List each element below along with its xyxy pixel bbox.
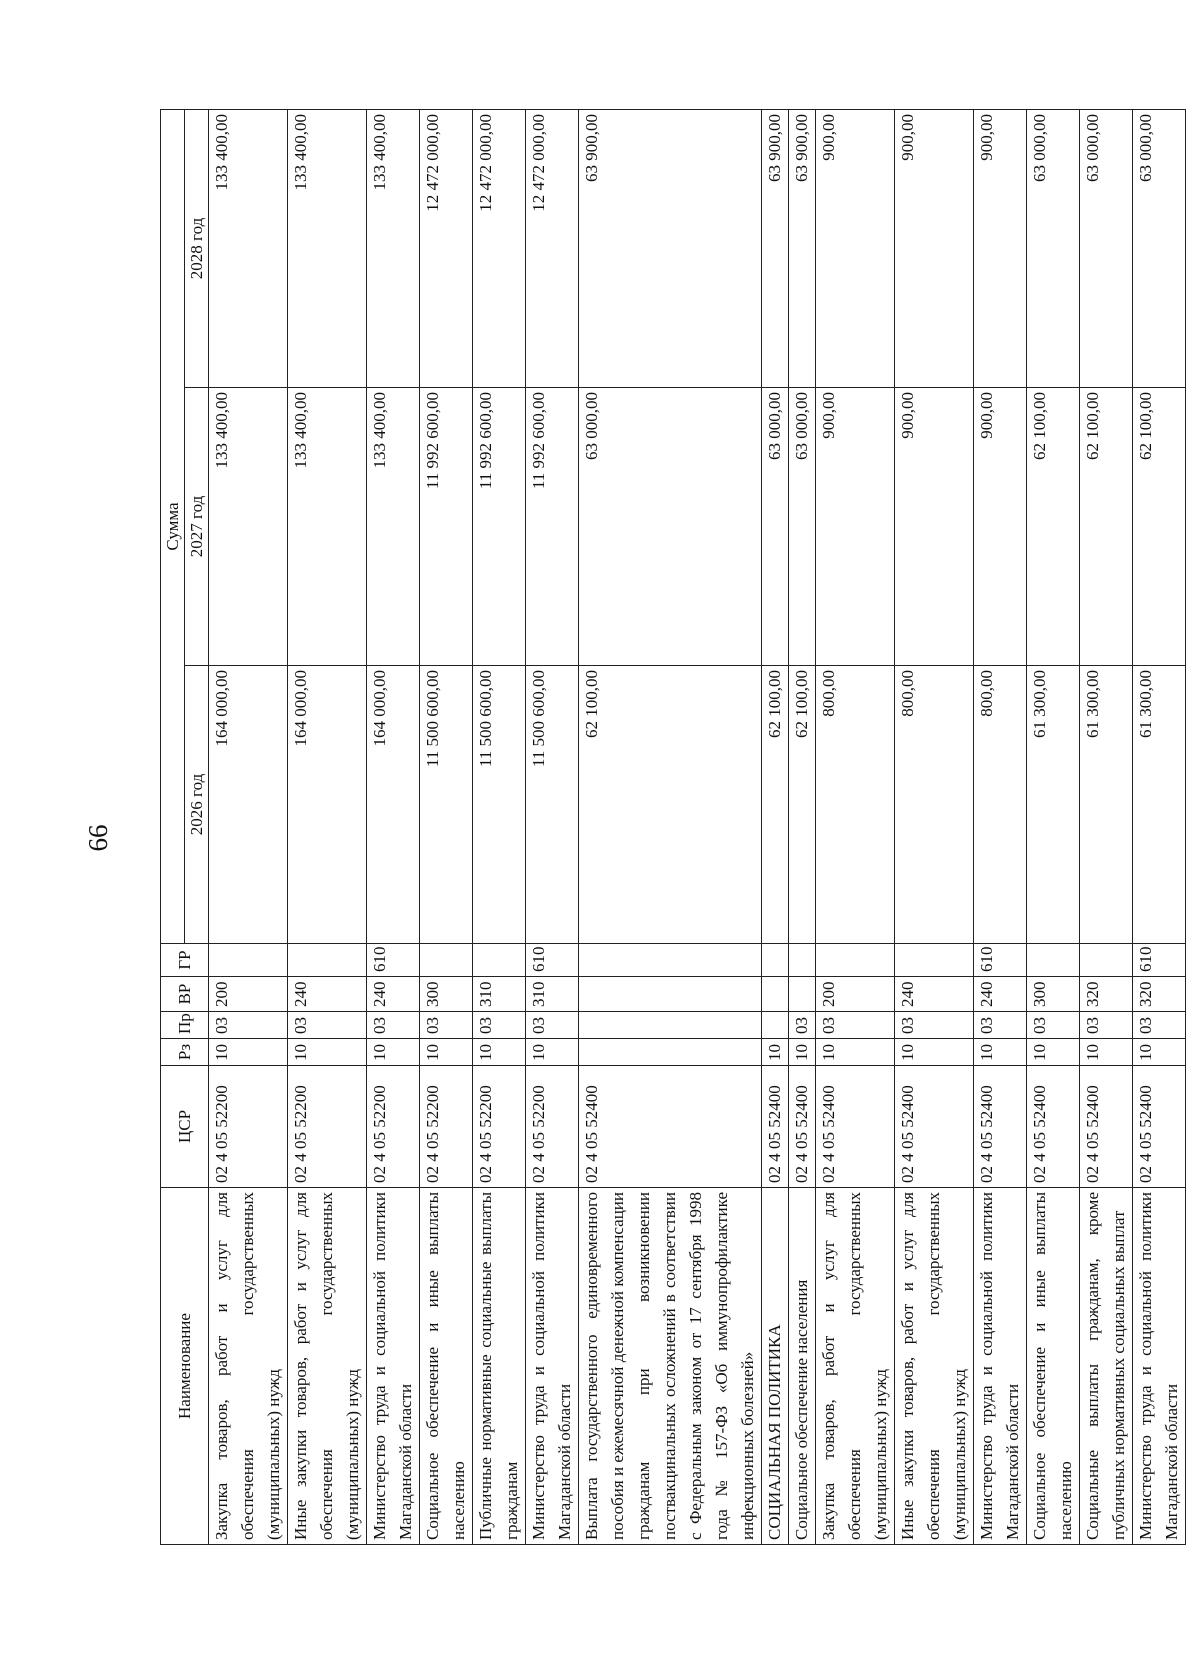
row-2028: 63 900,00 xyxy=(579,110,762,388)
table-row xyxy=(209,110,288,1545)
row-2026: 61 300,00 xyxy=(1133,666,1186,944)
table-body xyxy=(209,110,1186,1545)
row-2026: 164 000,00 xyxy=(367,666,420,944)
row-name: Социальное обеспечение и иные выплаты населению xyxy=(1027,1188,1080,1545)
table-row xyxy=(1133,110,1186,1545)
row-csr: 02 4 05 52200 xyxy=(526,1066,579,1188)
row-rz: 10 xyxy=(1133,1039,1186,1066)
header-2028: 2028 год xyxy=(185,110,209,388)
row-2026: 62 100,00 xyxy=(762,666,789,944)
header-csr: ЦСР xyxy=(161,1066,209,1188)
row-rz: 10 xyxy=(974,1039,1027,1066)
row-name: Министерство труда и социальной политики Магаданской области xyxy=(974,1188,1027,1545)
row-gr xyxy=(1080,944,1133,977)
row-2026: 62 100,00 xyxy=(579,666,762,944)
row-pr: 03 xyxy=(789,1012,816,1039)
row-csr: 02 4 05 52400 xyxy=(579,1066,762,1188)
row-name: Закупка товаров, работ и услуг для обеспечения государственных (муниципальных) нужд xyxy=(209,1188,288,1545)
row-vr: 240 xyxy=(288,977,367,1012)
row-gr: 610 xyxy=(974,944,1027,977)
row-vr xyxy=(579,977,762,1012)
row-csr: 02 4 05 52400 xyxy=(974,1066,1027,1188)
rotated-table-container xyxy=(160,110,1181,1545)
row-pr: 03 xyxy=(816,1012,895,1039)
row-pr xyxy=(762,1012,789,1039)
row-2027: 900,00 xyxy=(816,388,895,666)
row-pr: 03 xyxy=(974,1012,1027,1039)
row-pr: 03 xyxy=(895,1012,974,1039)
row-name: Иные закупки товаров, работ и услуг для обеспечения государственных (муниципальных) нужд xyxy=(288,1188,367,1545)
row-2027: 11 992 600,00 xyxy=(420,388,473,666)
row-2028: 900,00 xyxy=(895,110,974,388)
row-vr xyxy=(762,977,789,1012)
table-row xyxy=(789,110,816,1545)
budget-table xyxy=(160,109,1186,1545)
row-2026: 11 500 600,00 xyxy=(473,666,526,944)
row-csr: 02 4 05 52400 xyxy=(1133,1066,1186,1188)
table-row xyxy=(579,110,762,1545)
row-gr: 610 xyxy=(526,944,579,977)
table-row xyxy=(974,110,1027,1545)
row-2028: 12 472 000,00 xyxy=(420,110,473,388)
row-gr xyxy=(209,944,288,977)
row-2028: 12 472 000,00 xyxy=(526,110,579,388)
row-pr: 03 xyxy=(367,1012,420,1039)
row-2027: 133 400,00 xyxy=(288,388,367,666)
row-vr: 240 xyxy=(367,977,420,1012)
header-name: Наименование xyxy=(161,1188,209,1545)
row-2027: 133 400,00 xyxy=(367,388,420,666)
row-vr: 320 xyxy=(1133,977,1186,1012)
row-2028: 133 400,00 xyxy=(209,110,288,388)
row-pr: 03 xyxy=(209,1012,288,1039)
row-2027: 11 992 600,00 xyxy=(526,388,579,666)
row-rz: 10 xyxy=(816,1039,895,1066)
row-pr: 03 xyxy=(473,1012,526,1039)
row-2026: 11 500 600,00 xyxy=(420,666,473,944)
table-row xyxy=(367,110,420,1545)
row-pr: 03 xyxy=(420,1012,473,1039)
header-vr: ВР xyxy=(161,977,209,1012)
row-gr xyxy=(420,944,473,977)
row-name: Социальное обеспечение и иные выплаты населению xyxy=(420,1188,473,1545)
row-csr: 02 4 05 52200 xyxy=(288,1066,367,1188)
row-vr: 320 xyxy=(1080,977,1133,1012)
row-gr xyxy=(473,944,526,977)
row-csr: 02 4 05 52400 xyxy=(789,1066,816,1188)
row-2027: 62 100,00 xyxy=(1027,388,1080,666)
header-pr: Пр xyxy=(161,1012,209,1039)
row-vr: 300 xyxy=(420,977,473,1012)
row-2026: 164 000,00 xyxy=(288,666,367,944)
row-2026: 11 500 600,00 xyxy=(526,666,579,944)
row-name: СОЦИАЛЬНАЯ ПОЛИТИКА xyxy=(762,1188,789,1545)
row-csr: 02 4 05 52200 xyxy=(420,1066,473,1188)
row-pr: 03 xyxy=(1080,1012,1133,1039)
row-rz: 10 xyxy=(1080,1039,1133,1066)
row-2027: 62 100,00 xyxy=(1080,388,1133,666)
row-rz: 10 xyxy=(526,1039,579,1066)
row-2027: 63 000,00 xyxy=(579,388,762,666)
row-name: Иные закупки товаров, работ и услуг для обеспечения государственных (муниципальных) нужд xyxy=(895,1188,974,1545)
row-name: Социальное обеспечение населения xyxy=(789,1188,816,1545)
row-vr xyxy=(789,977,816,1012)
row-vr: 300 xyxy=(1027,977,1080,1012)
row-csr: 02 4 05 52400 xyxy=(895,1066,974,1188)
row-csr: 02 4 05 52200 xyxy=(367,1066,420,1188)
row-vr: 200 xyxy=(209,977,288,1012)
table-header xyxy=(161,110,209,1545)
row-gr xyxy=(1027,944,1080,977)
row-name: Министерство труда и социальной политики Магаданской области xyxy=(1133,1188,1186,1545)
row-2028: 63 000,00 xyxy=(1080,110,1133,388)
row-2026: 800,00 xyxy=(895,666,974,944)
row-2026: 164 000,00 xyxy=(209,666,288,944)
row-rz: 10 xyxy=(209,1039,288,1066)
row-2026: 62 100,00 xyxy=(789,666,816,944)
row-pr: 03 xyxy=(526,1012,579,1039)
row-gr xyxy=(762,944,789,977)
row-name: Публичные нормативные социальные выплаты гражданам xyxy=(473,1188,526,1545)
row-csr: 02 4 05 52400 xyxy=(1027,1066,1080,1188)
row-2028: 63 900,00 xyxy=(762,110,789,388)
table-row xyxy=(895,110,974,1545)
row-vr: 240 xyxy=(974,977,1027,1012)
table-row xyxy=(1080,110,1133,1545)
row-rz xyxy=(579,1039,762,1066)
row-2028: 133 400,00 xyxy=(367,110,420,388)
table-row xyxy=(762,110,789,1545)
row-2027: 900,00 xyxy=(895,388,974,666)
row-csr: 02 4 05 52400 xyxy=(816,1066,895,1188)
row-gr xyxy=(789,944,816,977)
row-gr xyxy=(816,944,895,977)
table-row xyxy=(526,110,579,1545)
table-row xyxy=(288,110,367,1545)
row-vr: 240 xyxy=(895,977,974,1012)
row-2026: 800,00 xyxy=(974,666,1027,944)
row-rz: 10 xyxy=(473,1039,526,1066)
row-2028: 900,00 xyxy=(974,110,1027,388)
row-pr: 03 xyxy=(288,1012,367,1039)
row-rz: 10 xyxy=(1027,1039,1080,1066)
row-pr: 03 xyxy=(1027,1012,1080,1039)
header-sum: Сумма xyxy=(161,110,185,944)
row-2027: 62 100,00 xyxy=(1133,388,1186,666)
row-rz: 10 xyxy=(789,1039,816,1066)
row-csr: 02 4 05 52400 xyxy=(1080,1066,1133,1188)
row-gr xyxy=(579,944,762,977)
row-2028: 900,00 xyxy=(816,110,895,388)
row-rz: 10 xyxy=(288,1039,367,1066)
header-2027: 2027 год xyxy=(185,388,209,666)
row-gr: 610 xyxy=(1133,944,1186,977)
row-vr: 310 xyxy=(473,977,526,1012)
row-name: Министерство труда и социальной политики Магаданской области xyxy=(526,1188,579,1545)
table-row xyxy=(816,110,895,1545)
row-2028: 12 472 000,00 xyxy=(473,110,526,388)
row-csr: 02 4 05 52400 xyxy=(762,1066,789,1188)
row-name: Выплата государственного единовременного пособия и ежемесячной денежной компенсации гражданам при возникновении поствакцинальных осложнений в соответствии с Федеральным законом от 17 сентября 1998 года № 157-ФЗ «Об иммунопрофилактике инфекционных болезней» xyxy=(579,1188,762,1545)
row-rz: 10 xyxy=(420,1039,473,1066)
row-name: Министерство труда и социальной политики Магаданской области xyxy=(367,1188,420,1545)
row-rz: 10 xyxy=(895,1039,974,1066)
row-vr: 310 xyxy=(526,977,579,1012)
row-gr: 610 xyxy=(367,944,420,977)
table-row xyxy=(420,110,473,1545)
row-2027: 133 400,00 xyxy=(209,388,288,666)
header-gr: ГР xyxy=(161,944,209,977)
row-name: Социальные выплаты гражданам, кроме публичных нормативных социальных выплат xyxy=(1080,1188,1133,1545)
row-2026: 800,00 xyxy=(816,666,895,944)
row-2027: 63 000,00 xyxy=(762,388,789,666)
row-csr: 02 4 05 52200 xyxy=(209,1066,288,1188)
row-2027: 900,00 xyxy=(974,388,1027,666)
row-vr: 200 xyxy=(816,977,895,1012)
row-name: Закупка товаров, работ и услуг для обеспечения государственных (муниципальных) нужд xyxy=(816,1188,895,1545)
row-gr xyxy=(288,944,367,977)
table-row xyxy=(1027,110,1080,1545)
row-pr xyxy=(579,1012,762,1039)
row-2028: 63 000,00 xyxy=(1133,110,1186,388)
row-rz: 10 xyxy=(367,1039,420,1066)
row-2028: 63 900,00 xyxy=(789,110,816,388)
row-gr xyxy=(895,944,974,977)
table-row xyxy=(473,110,526,1545)
row-csr: 02 4 05 52200 xyxy=(473,1066,526,1188)
page-number: 66 xyxy=(83,824,113,852)
row-pr: 03 xyxy=(1133,1012,1186,1039)
row-2027: 63 000,00 xyxy=(789,388,816,666)
row-2026: 61 300,00 xyxy=(1080,666,1133,944)
row-2026: 61 300,00 xyxy=(1027,666,1080,944)
row-2027: 11 992 600,00 xyxy=(473,388,526,666)
row-rz: 10 xyxy=(762,1039,789,1066)
header-rz: Рз xyxy=(161,1039,209,1066)
row-2028: 133 400,00 xyxy=(288,110,367,388)
row-2028: 63 000,00 xyxy=(1027,110,1080,388)
header-2026: 2026 год xyxy=(185,666,209,944)
